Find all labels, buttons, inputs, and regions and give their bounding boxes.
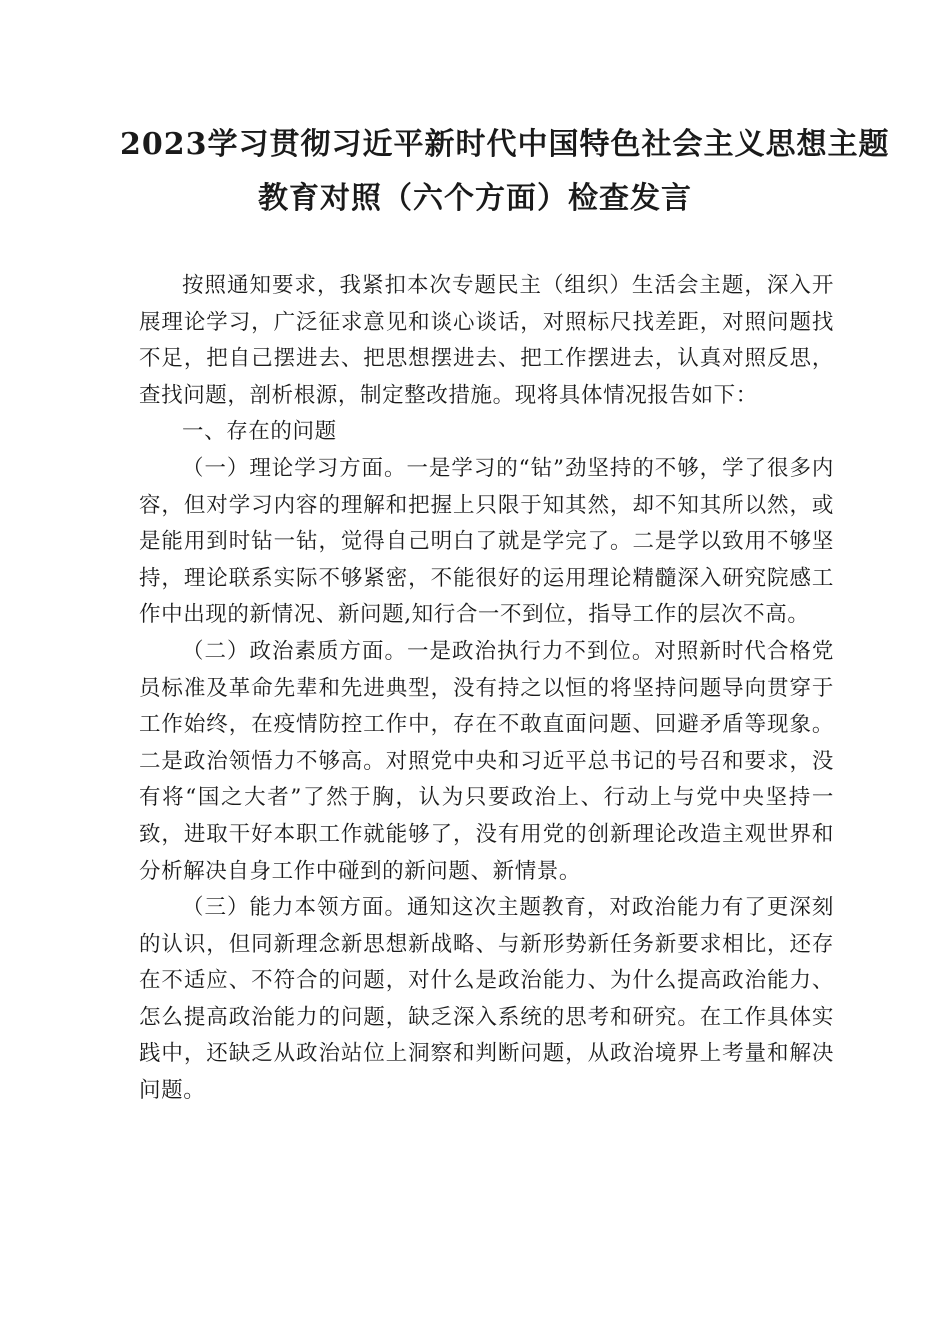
document-title <box>120 118 890 226</box>
document-body <box>139 268 834 1110</box>
intro-paragraph: 按照通知要求，我紧扣本次专题民主（组织）生活会主题，深入开展理论学习，广泛征求意见和谈心谈话，对照标尺找差距，对照问题找不足，把自己摆进去、把思想摆进去、把工作摆进去，认真对照反思，查找问题，剖析根源，制定整改措施。现将具体情况报告如下： <box>139 273 834 408</box>
title-line-1: 2023学习贯彻习近平新时代中国特色社会主义思想主题 <box>120 127 890 162</box>
title-line-2: 教育对照（六个方面）检查发言 <box>258 181 692 216</box>
political-quality-paragraph: （二）政治素质方面。一是政治执行力不到位。对照新时代合格党员标准及革命先辈和先进典型，没有持之以恒的将坚持问题导向贯穿于工作始终，在疫情防控工作中，存在不敢直面问题、回避矛盾等现象。二是政治领悟力不够高。对照党中央和习近平总书记的号召和要求，没有将“国之大者”了然于胸，认为只要政治上、行动上与党中央坚持一致，进取干好本职工作就能够了，没有用党的创新理论改造主观世界和分析解决自身工作中碰到的新问题、新情景。 <box>139 638 834 884</box>
ability-paragraph: （三）能力本领方面。通知这次主题教育，对政治能力有了更深刻的认识，但同新理念新思想新战略、与新形势新任务新要求相比，还存在不适应、不符合的问题，对什么是政治能力、为什么提高政治能力、怎么提高政治能力的问题，缺乏深入系统的思考和研究。在工作具体实践中，还缺乏从政治站位上洞察和判断问题，从政治境界上考量和解决问题。 <box>139 895 834 1104</box>
section-heading: 一、存在的问题 <box>182 419 337 445</box>
theory-study-paragraph: （一）理论学习方面。一是学习的“钻”劲坚持的不够，学了很多内容，但对学习内容的理解和把握上只限于知其然，却不知其所以然，或是能用到时钻一钻，觉得自己明白了就是学完了。二是学以致用不够坚持，理论联系实际不够紧密，不能很好的运用理论精髓深入研究院感工作中出现的新情况、新问题,知行合一不到位，指导工作的层次不高。 <box>139 455 834 628</box>
